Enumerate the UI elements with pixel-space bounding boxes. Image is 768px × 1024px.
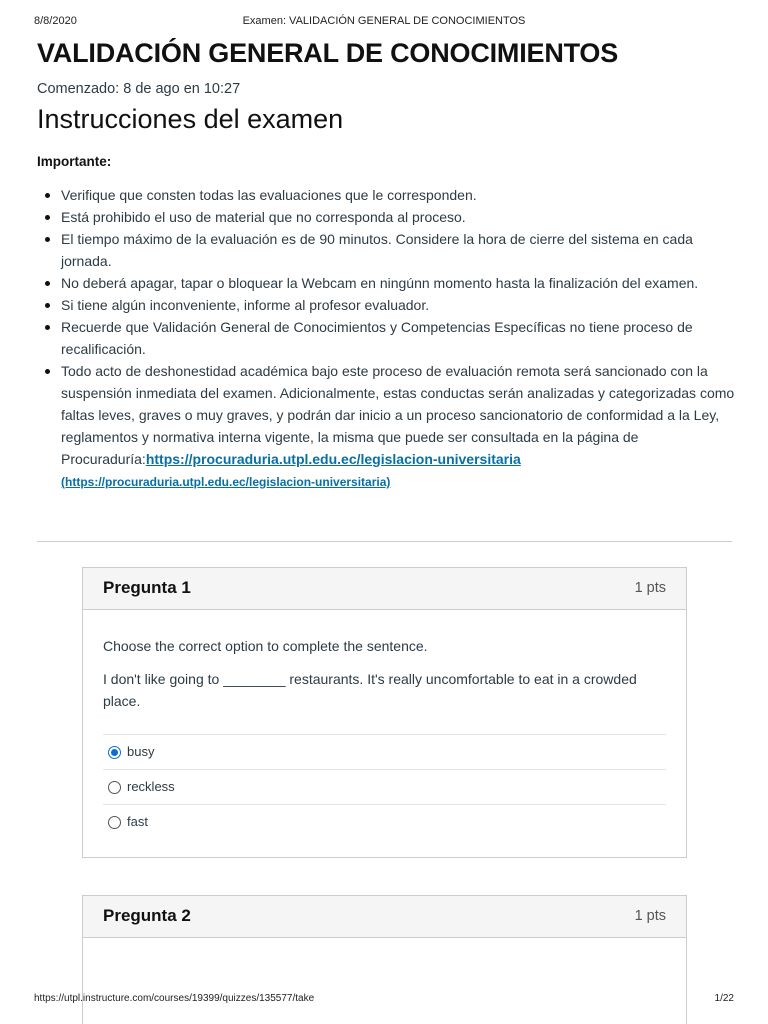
instruction-item: Si tiene algún inconveniente, informe al profesor evaluador. (37, 294, 737, 316)
important-label: Importante: (37, 154, 112, 169)
print-url: https://utpl.instructure.com/courses/19399/quizzes/135577/take (34, 993, 315, 1004)
instruction-item: No deberá apagar, tapar o bloquear la Webcam en ningúnn momento hasta la finalización del examen. (37, 272, 737, 294)
quiz-title: VALIDACIÓN GENERAL DE CONOCIMIENTOS (37, 38, 619, 68)
instruction-item: Verifique que consten todas las evaluaciones que le corresponden. (37, 184, 737, 206)
section-divider (37, 541, 732, 542)
answer-option-reckless[interactable] (103, 770, 666, 805)
print-footer (0, 993, 768, 1007)
question-header (83, 896, 686, 938)
question-name: Pregunta 2 (103, 906, 191, 925)
instructions-list (37, 184, 737, 492)
procuraduria-link-url[interactable]: (https://procuraduria.utpl.edu.ec/legislacion-universitaria) (61, 475, 391, 489)
answer-label[interactable]: fast (127, 814, 148, 829)
question-header (83, 568, 686, 610)
question-body (83, 610, 686, 712)
answer-list (103, 734, 666, 840)
print-header (0, 15, 768, 29)
print-page-number: 1/22 (714, 993, 734, 1004)
radio-button-selected[interactable] (108, 746, 121, 759)
radio-button[interactable] (108, 816, 121, 829)
question-instruction: Choose the correct option to complete the sentence. (103, 638, 428, 654)
question-points: 1 pts (634, 908, 666, 924)
instruction-item-text: Todo acto de deshonestidad académica bajo este proceso de evaluación remota será sancionado con la suspensión inmediata del examen. Adicionalmente, estas conductas serán analizadas y categorizadas como faltas leves, graves o muy graves, y podrán dar inicio a un proceso sancionatorio de conformidad a la Ley, reglamentos y normativa interna vigente, la misma que puede ser consultada en la página de Procuraduría: (61, 363, 735, 467)
question-card-1 (82, 567, 687, 858)
instruction-item: Recuerde que Validación General de Conocimientos y Competencias Específicas no tiene proceso de recalificación. (37, 316, 737, 360)
question-name: Pregunta 1 (103, 578, 191, 597)
instruction-item-last (37, 360, 737, 492)
question-text: I don't like going to ________ restaurants. It's really uncomfortable to eat in a crowded place. (103, 671, 637, 709)
answer-label[interactable]: busy (127, 744, 155, 759)
instruction-item: El tiempo máximo de la evaluación es de 90 minutos. Considere la hora de cierre del sistema en cada jornada. (37, 228, 737, 272)
print-title: Examen: VALIDACIÓN GENERAL DE CONOCIMIENTOS (242, 15, 526, 27)
instructions-title: Instrucciones del examen (37, 104, 344, 134)
instruction-item: Está prohibido el uso de material que no corresponda al proceso. (37, 206, 737, 228)
answer-label[interactable]: reckless (127, 779, 175, 794)
radio-button[interactable] (108, 781, 121, 794)
answer-option-fast[interactable] (103, 805, 666, 840)
quiz-started-time: Comenzado: 8 de ago en 10:27 (37, 81, 241, 97)
answer-option-busy[interactable] (103, 735, 666, 770)
procuraduria-link[interactable]: https://procuraduria.utpl.edu.ec/legislacion-universitaria (145, 451, 521, 467)
print-date: 8/8/2020 (34, 15, 77, 27)
question-points: 1 pts (634, 580, 666, 596)
